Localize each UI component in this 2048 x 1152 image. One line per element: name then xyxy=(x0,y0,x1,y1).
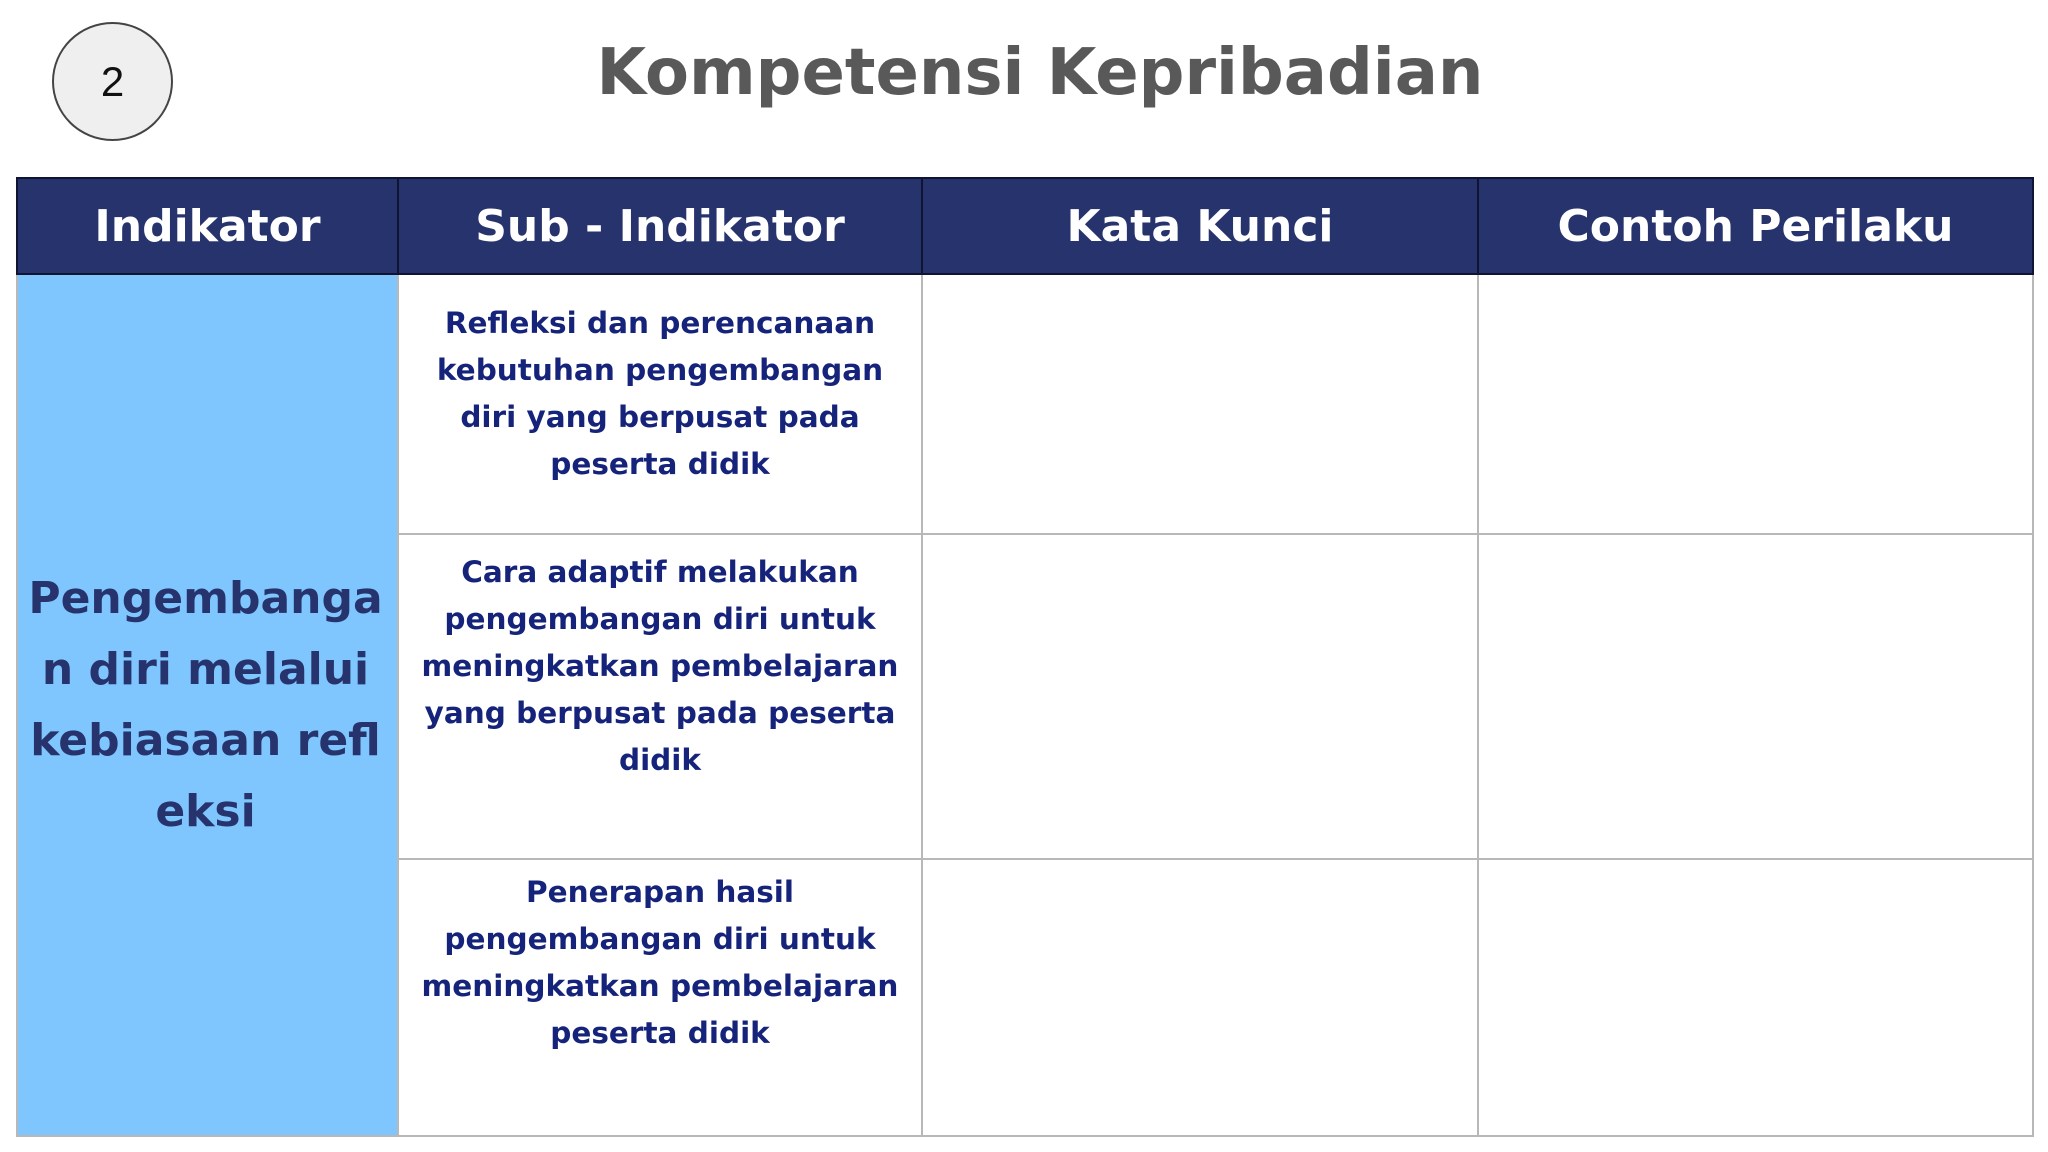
sub-indicator-text: Penerapan hasil pengembangan diri untuk meningkatkan pembelajaran peserta didik xyxy=(421,874,899,1050)
header-kata-kunci: Kata Kunci xyxy=(922,178,1478,274)
kata-kunci-cell[interactable] xyxy=(922,859,1478,1136)
header-contoh-perilaku: Contoh Perilaku xyxy=(1478,178,2033,274)
page-number-badge: 2 xyxy=(52,22,173,141)
table-row xyxy=(17,274,2033,534)
kata-kunci-cell[interactable] xyxy=(922,274,1478,534)
header-sub-indikator: Sub - Indikator xyxy=(398,178,922,274)
table-header-row xyxy=(17,178,2033,274)
sub-indicator-cell xyxy=(398,859,922,1136)
competency-table xyxy=(16,177,2034,1137)
contoh-perilaku-cell[interactable] xyxy=(1478,534,2033,859)
contoh-perilaku-cell[interactable] xyxy=(1478,274,2033,534)
sub-indicator-text: Cara adaptif melakukan pengembangan diri untuk meningkatkan pembelajaran yang berpusat pada peserta didik xyxy=(421,555,899,777)
kata-kunci-cell[interactable] xyxy=(922,534,1478,859)
contoh-perilaku-cell[interactable] xyxy=(1478,859,2033,1136)
sub-indicator-cell xyxy=(398,274,922,534)
page-title: Kompetensi Kepribadian xyxy=(596,36,1484,110)
header-indikator: Indikator xyxy=(17,178,398,274)
sub-indicator-cell xyxy=(398,534,922,859)
indicator-cell: Pengembangan diri melalui kebiasaan refleksi xyxy=(17,274,398,1136)
sub-indicator-text: Refleksi dan perencanaan kebutuhan pengembangan diri yang berpusat pada peserta didik xyxy=(436,306,884,481)
